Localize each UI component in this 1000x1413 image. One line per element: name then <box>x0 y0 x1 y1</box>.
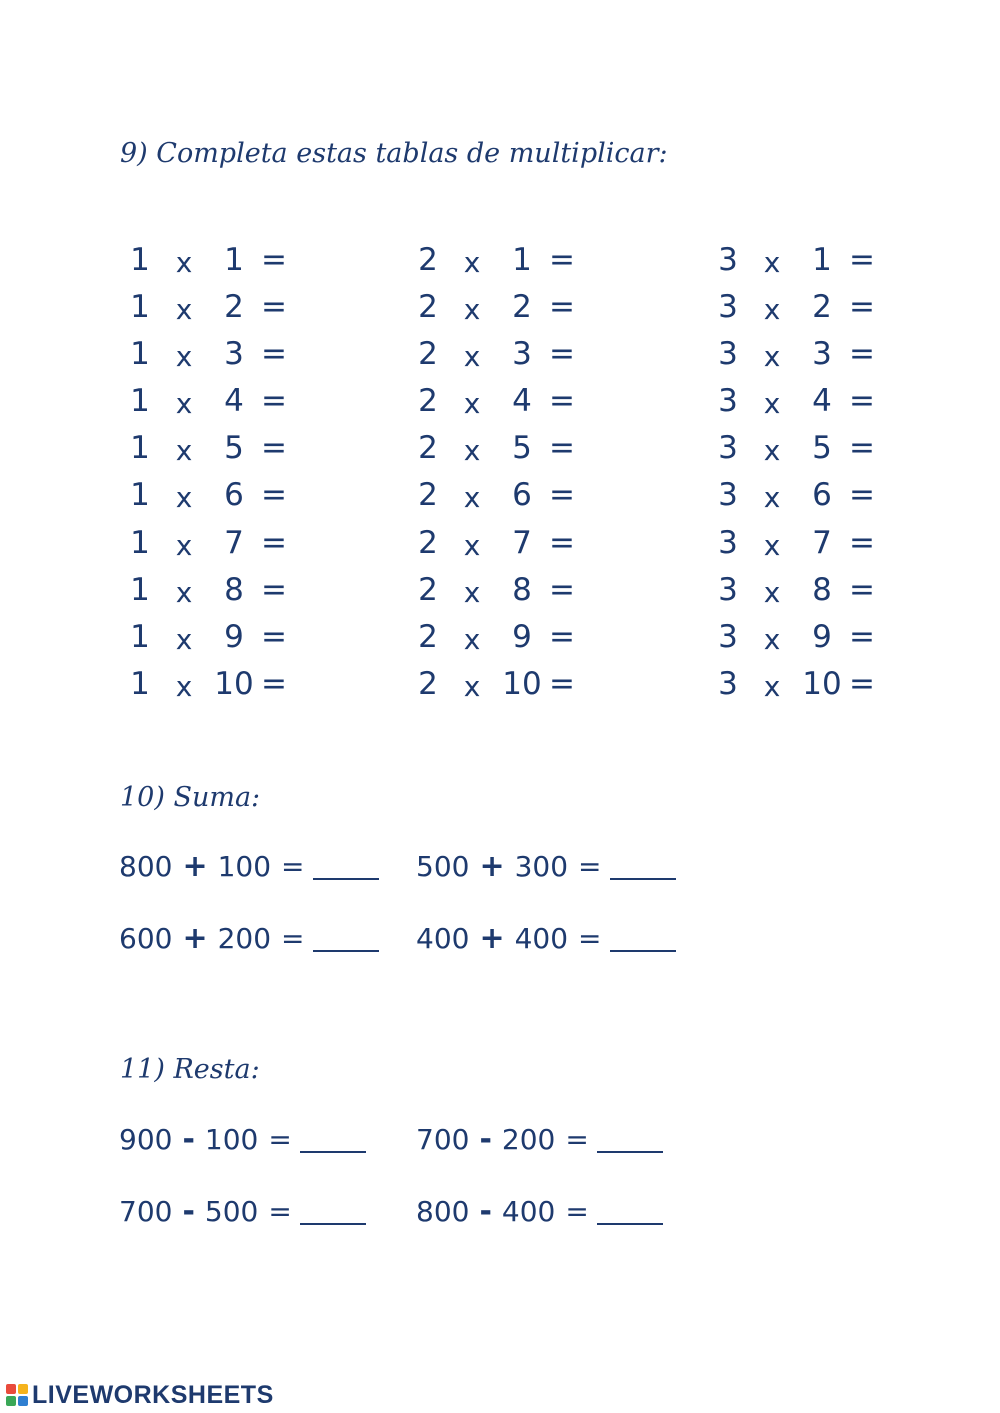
logo-block <box>18 1384 28 1394</box>
subtraction-problem <box>119 1121 366 1161</box>
factor: 3 <box>718 383 738 420</box>
equals-sign: = <box>268 1194 292 1228</box>
factor: 2 <box>418 571 438 608</box>
answer-blank[interactable] <box>300 1197 366 1225</box>
equals-sign: = <box>261 665 287 702</box>
operator: x <box>463 528 481 562</box>
factor: 2 <box>418 524 438 561</box>
operator: x <box>763 528 781 562</box>
factor: 1 <box>130 336 150 373</box>
factor: 1 <box>130 665 150 702</box>
factor: 4 <box>512 383 532 420</box>
factor: 3 <box>718 618 738 655</box>
factor: 1 <box>512 242 532 278</box>
equals-sign: = <box>549 618 575 655</box>
liveworksheets-logo <box>6 1380 274 1410</box>
operator: x <box>463 340 481 374</box>
equals-sign: = <box>849 430 875 467</box>
operator: x <box>463 622 481 656</box>
sum-problem <box>119 848 379 888</box>
operand: 400 <box>501 1194 556 1228</box>
factor: 1 <box>130 242 150 278</box>
operator: x <box>763 575 781 609</box>
equals-sign: = <box>549 336 575 373</box>
operator: x <box>175 387 193 421</box>
factor: 6 <box>512 477 532 514</box>
operand: 400 <box>416 921 470 955</box>
factor: 1 <box>130 430 150 467</box>
factor: 6 <box>812 477 832 514</box>
operator: + <box>479 848 505 884</box>
operator: x <box>763 246 781 279</box>
factor: 2 <box>418 242 438 278</box>
equals-sign: = <box>261 524 287 561</box>
operator: x <box>763 434 781 468</box>
factor: 8 <box>812 571 832 608</box>
factor: 4 <box>812 383 832 420</box>
operand: 700 <box>416 1122 470 1156</box>
operand: 300 <box>514 849 569 883</box>
equals-sign: = <box>849 477 875 514</box>
equals-sign: = <box>849 571 875 608</box>
logo-blocks-icon <box>6 1384 28 1406</box>
equals-sign: = <box>268 1122 292 1156</box>
operator: x <box>763 387 781 421</box>
factor: 8 <box>512 571 532 608</box>
factor: 1 <box>130 289 150 326</box>
operator: x <box>463 246 481 279</box>
operand: 100 <box>217 849 272 883</box>
operand: 800 <box>416 1194 470 1228</box>
factor: 2 <box>812 289 832 326</box>
equals-sign: = <box>849 524 875 561</box>
equals-sign: = <box>565 1122 589 1156</box>
factor: 7 <box>512 524 532 561</box>
equals-sign: = <box>261 242 287 278</box>
answer-blank[interactable] <box>597 1125 663 1153</box>
section-9-title: 9) Completa estas tablas de multiplicar: <box>120 138 668 169</box>
logo-text: LIVEWORKSHEETS <box>32 1380 274 1409</box>
factor: 8 <box>224 571 244 608</box>
answer-blank[interactable] <box>610 924 676 952</box>
equals-sign: = <box>849 242 875 278</box>
operator: x <box>175 575 193 609</box>
operator: - <box>182 1193 195 1229</box>
operator: x <box>763 669 781 703</box>
factor: 4 <box>224 383 244 420</box>
factor: 3 <box>718 571 738 608</box>
factor: 3 <box>718 336 738 373</box>
factor: 2 <box>418 383 438 420</box>
factor: 1 <box>130 524 150 561</box>
operator: x <box>175 293 193 327</box>
factor: 3 <box>718 665 738 702</box>
equals-sign: = <box>578 849 602 883</box>
equals-sign: = <box>261 383 287 420</box>
operator: - <box>182 1121 195 1157</box>
equals-sign: = <box>549 383 575 420</box>
operator: x <box>175 669 193 703</box>
operator: - <box>479 1121 492 1157</box>
operator: x <box>763 481 781 515</box>
factor: 2 <box>224 289 244 326</box>
operator: x <box>763 340 781 374</box>
factor: 2 <box>418 665 438 702</box>
factor: 2 <box>418 289 438 326</box>
factor: 2 <box>512 289 532 326</box>
factor: 7 <box>812 524 832 561</box>
equals-sign: = <box>578 921 602 955</box>
equals-sign: = <box>549 524 575 561</box>
operator: x <box>175 340 193 374</box>
factor: 7 <box>224 524 244 561</box>
section-11-title: 11) Resta: <box>120 1054 260 1085</box>
answer-blank[interactable] <box>300 1125 366 1153</box>
operator: x <box>763 622 781 656</box>
equals-sign: = <box>281 921 305 955</box>
operator: x <box>463 293 481 327</box>
operand: 800 <box>119 849 173 883</box>
factor: 3 <box>718 430 738 467</box>
equals-sign: = <box>281 849 305 883</box>
factor: 1 <box>130 383 150 420</box>
factor: 1 <box>130 618 150 655</box>
factor: 5 <box>812 430 832 467</box>
factor: 3 <box>718 289 738 326</box>
equals-sign: = <box>849 289 875 326</box>
factor: 2 <box>418 336 438 373</box>
factor: 3 <box>718 242 738 278</box>
equals-sign: = <box>549 289 575 326</box>
answer-blank[interactable] <box>313 852 379 880</box>
equals-sign: = <box>261 289 287 326</box>
operator: x <box>175 528 193 562</box>
sum-problem <box>416 848 676 888</box>
operator: x <box>463 387 481 421</box>
operator: x <box>463 575 481 609</box>
factor: 10 <box>802 665 842 702</box>
equals-sign: = <box>261 618 287 655</box>
equals-sign: = <box>261 336 287 373</box>
subtraction-problem <box>416 1121 663 1161</box>
equals-sign: = <box>261 430 287 467</box>
equals-sign: = <box>261 477 287 514</box>
answer-blank[interactable] <box>313 924 379 952</box>
logo-block <box>6 1396 16 1406</box>
operand: 500 <box>204 1194 259 1228</box>
operand: 200 <box>501 1122 556 1156</box>
factor: 3 <box>718 477 738 514</box>
equals-sign: = <box>849 336 875 373</box>
factor: 1 <box>130 571 150 608</box>
operand: 700 <box>119 1194 173 1228</box>
sum-problem <box>119 920 379 960</box>
factor: 9 <box>512 618 532 655</box>
factor: 5 <box>224 430 244 467</box>
logo-block <box>6 1384 16 1394</box>
factor: 3 <box>224 336 244 373</box>
factor: 2 <box>418 618 438 655</box>
factor: 9 <box>812 618 832 655</box>
operator: + <box>182 848 208 884</box>
operator: - <box>479 1193 492 1229</box>
sum-problem <box>416 920 676 960</box>
factor: 3 <box>812 336 832 373</box>
answer-blank[interactable] <box>610 852 676 880</box>
operand: 200 <box>217 921 272 955</box>
factor: 3 <box>512 336 532 373</box>
equals-sign: = <box>849 665 875 702</box>
operand: 900 <box>119 1122 173 1156</box>
factor: 5 <box>512 430 532 467</box>
factor: 1 <box>130 477 150 514</box>
equals-sign: = <box>549 665 575 702</box>
equals-sign: = <box>549 477 575 514</box>
equals-sign: = <box>565 1194 589 1228</box>
equals-sign: = <box>261 571 287 608</box>
operator: x <box>175 481 193 515</box>
operator: x <box>175 246 193 279</box>
factor: 1 <box>812 242 832 278</box>
section-10-title: 10) Suma: <box>120 782 261 813</box>
factor: 10 <box>502 665 542 702</box>
operator: x <box>175 434 193 468</box>
subtraction-problem <box>119 1193 366 1233</box>
operator: + <box>182 920 208 956</box>
equals-sign: = <box>549 242 575 278</box>
operand: 100 <box>204 1122 259 1156</box>
equals-sign: = <box>849 383 875 420</box>
factor: 9 <box>224 618 244 655</box>
subtraction-problem <box>416 1193 663 1233</box>
factor: 2 <box>418 477 438 514</box>
operator: x <box>463 669 481 703</box>
equals-sign: = <box>549 430 575 467</box>
factor: 2 <box>418 430 438 467</box>
answer-blank[interactable] <box>597 1197 663 1225</box>
operator: + <box>479 920 505 956</box>
operand: 400 <box>514 921 569 955</box>
factor: 3 <box>718 524 738 561</box>
factor: 10 <box>214 665 254 702</box>
operator: x <box>175 622 193 656</box>
operator: x <box>763 293 781 327</box>
factor: 1 <box>224 242 244 278</box>
operator: x <box>463 481 481 515</box>
operand: 600 <box>119 921 173 955</box>
equals-sign: = <box>549 571 575 608</box>
operand: 500 <box>416 849 470 883</box>
operator: x <box>463 434 481 468</box>
logo-block <box>18 1396 28 1406</box>
equals-sign: = <box>849 618 875 655</box>
factor: 6 <box>224 477 244 514</box>
